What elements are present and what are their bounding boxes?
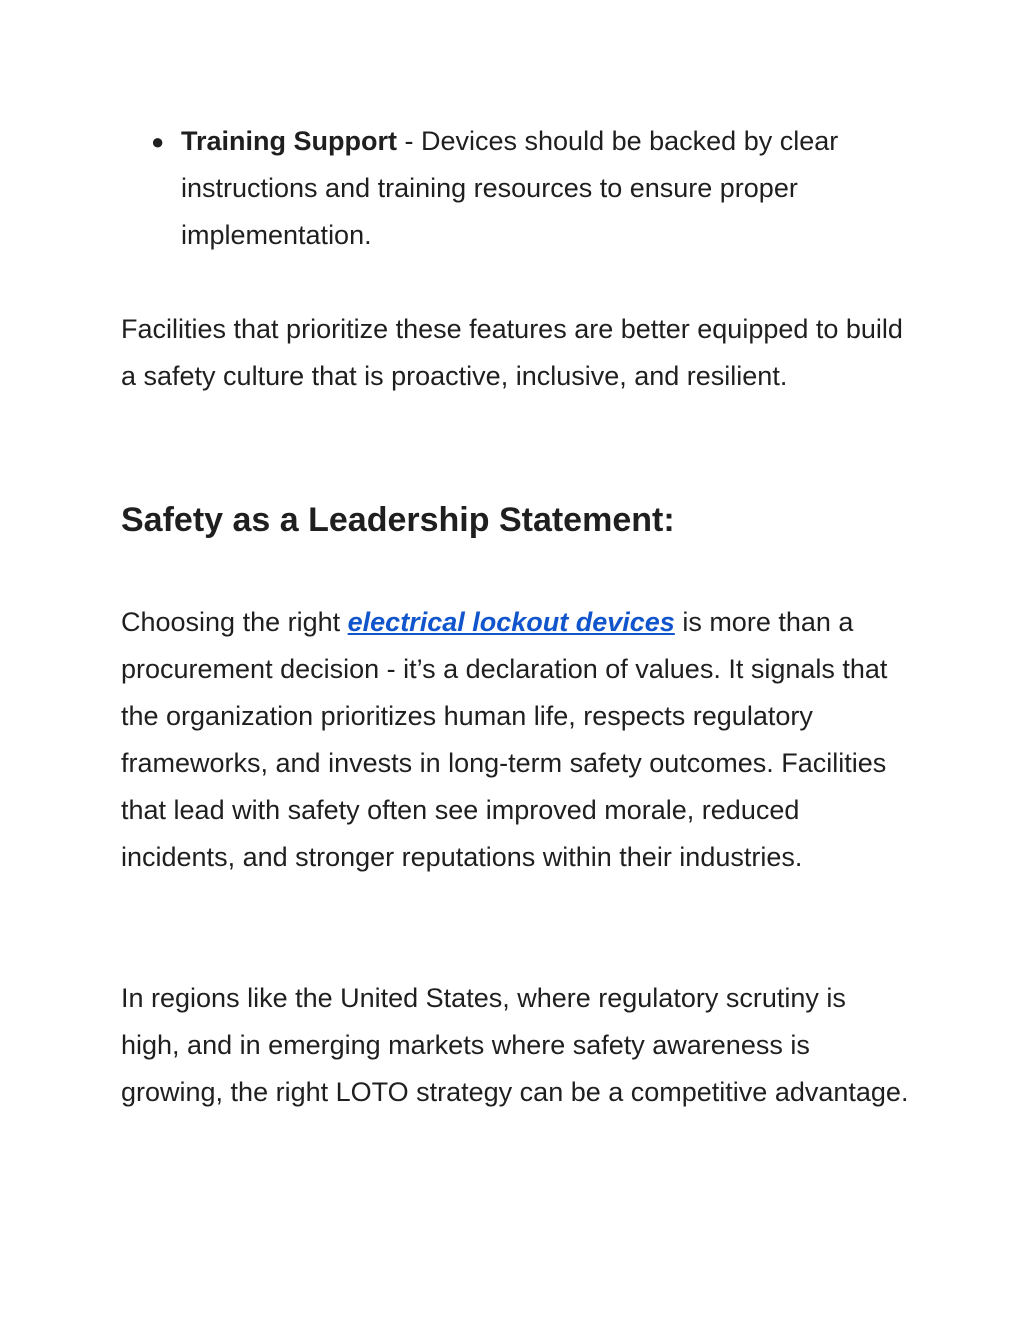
- bullet-title: Training Support: [181, 126, 397, 156]
- section-heading: Safety as a Leadership Statement:: [121, 501, 675, 539]
- paragraph-leadership-body: is more than a procurement decision - it’s a declaration of values. It signals that the organization prioritizes human life, respects regulatory frameworks, and invests in long-term safety outcomes. Facilities that lead with safety often see improved morale, reduced incidents, and stronger reputations within their industries.: [121, 607, 888, 872]
- bullet-text: [181, 118, 911, 259]
- bullet-description: - Devices should be backed by clear instructions and training resources to ensure proper implementation.: [181, 126, 839, 250]
- bullet-icon: ●: [151, 129, 165, 154]
- paragraph-leadership: [121, 599, 911, 881]
- paragraph-regions: In regions like the United States, where regulatory scrutiny is high, and in emerging markets where safety awareness is growing, the right LOTO strategy can be a competitive advantage.: [121, 983, 909, 1107]
- electrical-lockout-devices-link[interactable]: electrical lockout devices: [347, 607, 675, 637]
- paragraph-leadership-intro: Choosing the right: [121, 607, 348, 637]
- paragraph-features-summary: Facilities that prioritize these features are better equipped to build a safety culture that is proactive, inclusive, and resilient.: [121, 314, 903, 391]
- bullet-item-training-support: [151, 118, 911, 259]
